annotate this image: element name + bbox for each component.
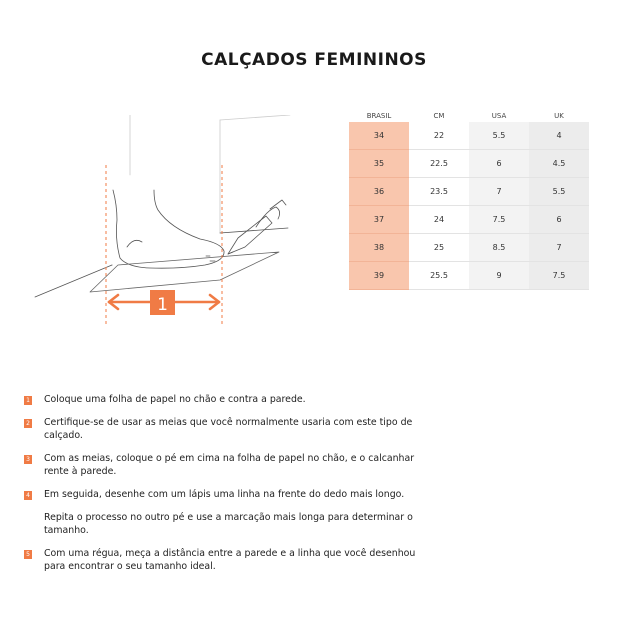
cell-brasil: 35: [349, 150, 409, 178]
cell-cm: 25.5: [409, 262, 469, 290]
cell-usa: 5.5: [469, 122, 529, 150]
cell-uk: 7.5: [529, 262, 589, 290]
step-number-badge: 3: [24, 455, 32, 464]
cell-uk: 7: [529, 234, 589, 262]
table-row: [349, 150, 589, 178]
list-item: [24, 416, 424, 442]
cell-uk: 5.5: [529, 178, 589, 206]
cell-usa: 9: [469, 262, 529, 290]
cell-cm: 22: [409, 122, 469, 150]
page-title: CALÇADOS FEMININOS: [201, 50, 427, 70]
cell-brasil: 34: [349, 122, 409, 150]
step-text: Com uma régua, meça a distância entre a parede e a linha que você desenhou para encontrar o seu tamanho ideal.: [44, 548, 416, 572]
list-item: [24, 393, 424, 406]
step-number-badge: 4: [24, 491, 32, 500]
cell-uk: 6: [529, 206, 589, 234]
list-item: [24, 547, 424, 573]
cell-cm: 24: [409, 206, 469, 234]
header-cm: CM: [433, 112, 445, 120]
header-usa: USA: [491, 112, 507, 120]
cell-cm: 22.5: [409, 150, 469, 178]
cell-uk: 4: [529, 122, 589, 150]
step-number-badge: 2: [24, 419, 32, 428]
measure-label: 1: [157, 295, 168, 315]
cell-brasil: 37: [349, 206, 409, 234]
cell-brasil: 36: [349, 178, 409, 206]
step-number-badge: 5: [24, 550, 32, 559]
size-table-header: [349, 110, 589, 122]
cell-brasil: 38: [349, 234, 409, 262]
size-table-body: [349, 122, 589, 290]
list-item: [24, 488, 424, 537]
header-brasil: BRASIL: [366, 112, 392, 120]
step-text: Coloque uma folha de papel no chão e contra a parede.: [44, 394, 306, 405]
step-text: Em seguida, desenhe com um lápis uma linha na frente do dedo mais longo.: [44, 489, 405, 500]
cell-usa: 8.5: [469, 234, 529, 262]
cell-cm: 23.5: [409, 178, 469, 206]
header-uk: UK: [554, 112, 564, 120]
table-row: [349, 262, 589, 290]
list-item: [24, 452, 424, 478]
step-text: Com as meias, coloque o pé em cima na folha de papel no chão, e o calcanhar rente à parede.: [44, 453, 415, 477]
cell-brasil: 39: [349, 262, 409, 290]
cell-usa: 6: [469, 150, 529, 178]
foot-measure-illustration: [20, 115, 300, 355]
cell-cm: 25: [409, 234, 469, 262]
cell-usa: 7: [469, 178, 529, 206]
step-number-badge: 1: [24, 396, 32, 405]
size-table: [349, 110, 589, 290]
step-note: Repita o processo no outro pé e use a marcação mais longa para determinar o tamanho.: [44, 512, 413, 536]
table-row: [349, 122, 589, 150]
cell-usa: 7.5: [469, 206, 529, 234]
table-row: [349, 178, 589, 206]
instructions-list: [24, 393, 424, 583]
cell-uk: 4.5: [529, 150, 589, 178]
step-text: Certifique-se de usar as meias que você normalmente usaria com este tipo de calçado.: [44, 417, 413, 441]
table-row: [349, 206, 589, 234]
table-row: [349, 234, 589, 262]
